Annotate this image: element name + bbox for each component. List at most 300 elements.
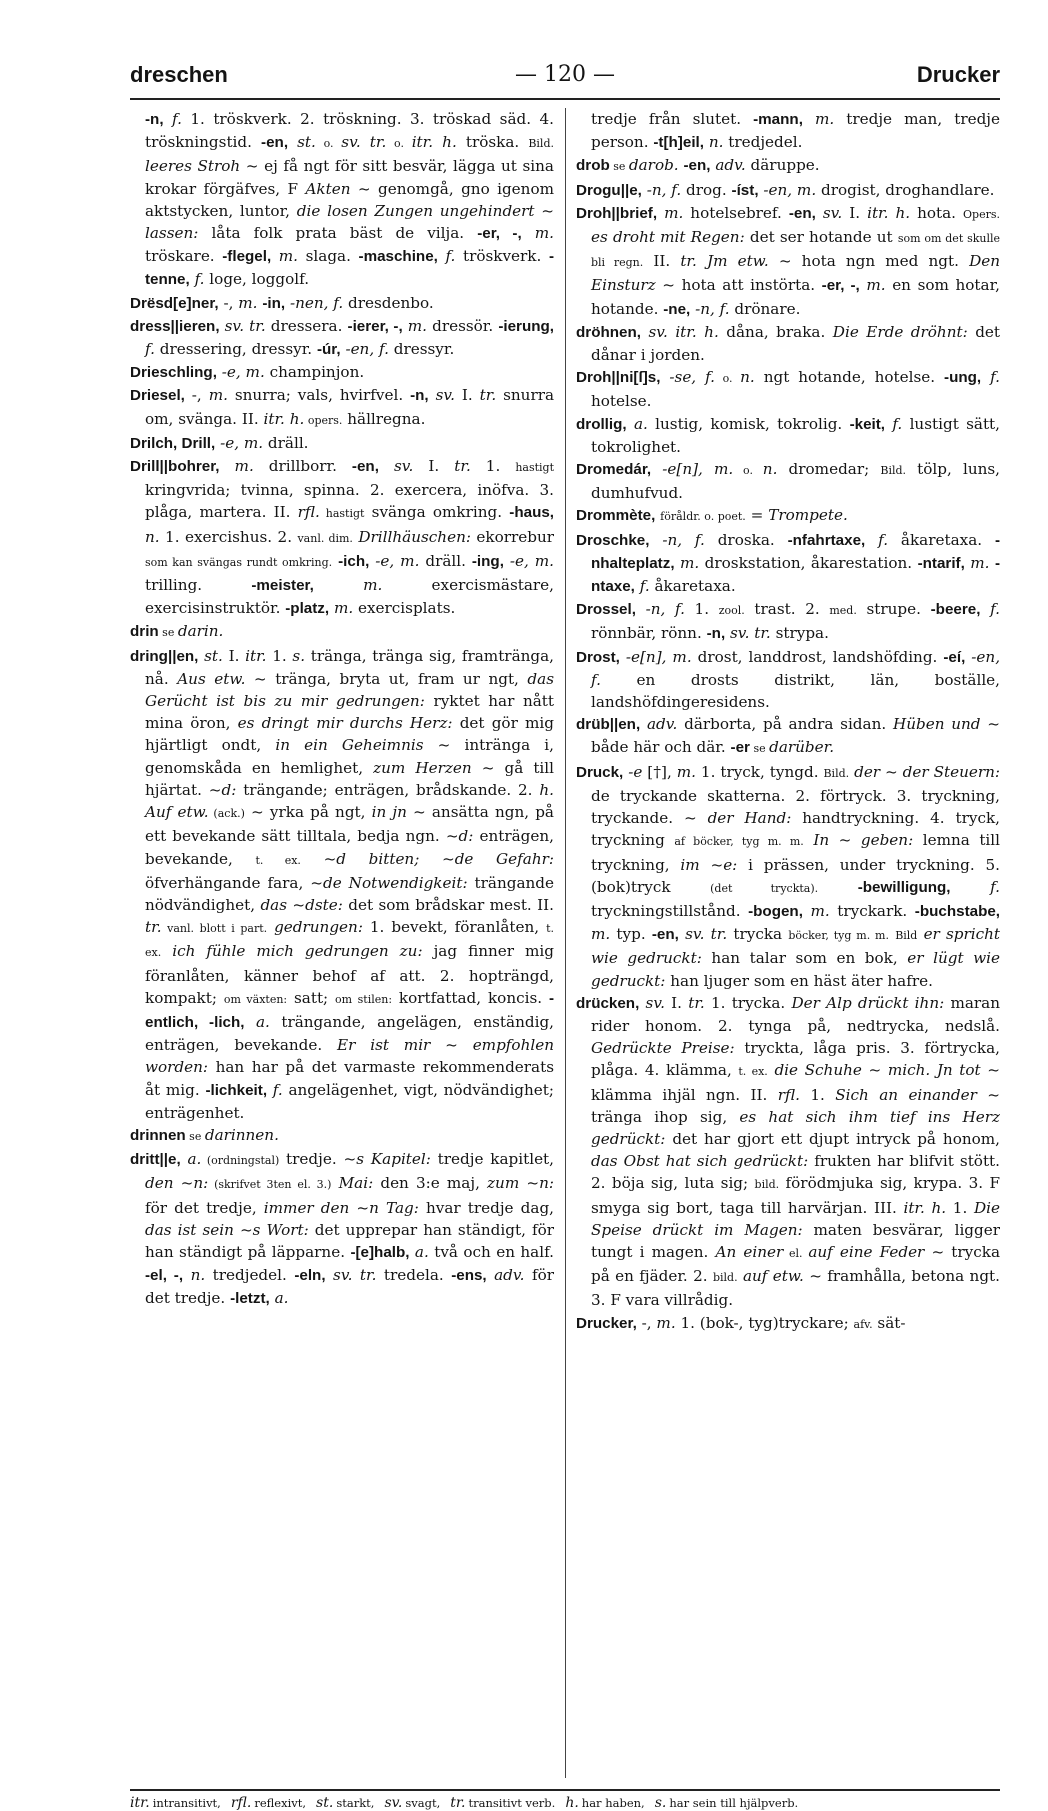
header-rule — [130, 98, 1000, 100]
small-text: om stilen: — [335, 992, 393, 1006]
text-run: drogist, droghandlare. — [816, 180, 995, 199]
text-run: slaga. — [298, 247, 359, 266]
small-text: föråldr. o. poet. — [660, 510, 746, 524]
italic-text: auf eine Feder — [808, 1242, 925, 1261]
text-run: en som hotar, hotande. — [591, 276, 1000, 318]
text-run — [522, 224, 535, 242]
italic-text: An einer — [715, 1242, 784, 1261]
italic-text: m. — [810, 901, 830, 920]
text-run — [161, 942, 172, 960]
italic-text: tr. — [145, 918, 162, 937]
italic-text: -n, f. — [645, 600, 685, 619]
footnote-item — [130, 1796, 221, 1810]
dictionary-entry — [576, 458, 1000, 504]
text-run: enträgen, bevekande, — [145, 827, 554, 868]
dictionary-entry — [576, 761, 1000, 992]
text-run: 1. tryck, tyngd. — [695, 762, 824, 781]
page-number: — 120 — — [515, 62, 615, 87]
italic-text: tr. — [454, 457, 471, 476]
text-run: trängande; enträgen, brådskande. 2. — [236, 780, 540, 799]
text-run — [183, 1266, 190, 1284]
text-run: 1. tröskverk. 2. tröskning. 3. tröskad säd. 4. tröskningstid. — [145, 110, 554, 152]
text-run: hota. — [910, 203, 964, 222]
footnote-rule — [130, 1789, 1000, 1791]
italic-text: m. — [407, 316, 427, 335]
text-run: kortfattad, koncis. — [392, 988, 549, 1007]
small-text: se — [609, 160, 629, 174]
dictionary-entry — [130, 1124, 554, 1148]
running-head-left: dreschen — [130, 62, 228, 87]
italic-text: f. — [878, 530, 889, 549]
headword: -en, — [651, 926, 679, 944]
small-text: o. — [733, 464, 763, 478]
italic-text: n. — [190, 1266, 206, 1285]
small-text: Bild — [895, 929, 918, 943]
text-run — [314, 576, 363, 594]
text-run — [244, 1013, 255, 1031]
italic-text: der ~ der Steuern: — [854, 762, 1000, 781]
text-run: dåna, braka. — [718, 322, 833, 341]
text-run: trycka — [727, 925, 789, 944]
text-run — [288, 133, 297, 151]
text-run: tryckark. — [829, 901, 915, 920]
footnote-abbreviation: sv. — [384, 1795, 403, 1811]
text-run: ~ genomgå, gno igenom aktstycken, luntor, — [145, 179, 554, 220]
italic-text: f. — [990, 600, 1000, 619]
italic-text: n. — [145, 527, 160, 546]
dictionary-entry — [576, 413, 1000, 458]
headword: Drogu||e, — [576, 181, 642, 199]
italic-text: st. — [297, 133, 316, 152]
text-run: trängande nödvändighet, — [145, 873, 554, 914]
small-text: o. — [386, 137, 412, 151]
headword: dress||ieren, — [130, 317, 220, 335]
text-run — [429, 386, 436, 404]
small-text: afv. — [853, 1317, 873, 1331]
italic-text: -e, m. — [221, 363, 265, 382]
text-run: åkaretaxa. — [888, 530, 995, 549]
italic-text: -e, m. — [220, 433, 264, 452]
italic-text: itr. h. — [411, 133, 457, 152]
footnote-abbreviation: itr. — [130, 1795, 150, 1811]
text-run — [804, 831, 814, 849]
footnote-item — [384, 1796, 440, 1810]
italic-text: f. — [194, 270, 205, 289]
headword: Drossel, — [576, 601, 636, 619]
footnote-item — [231, 1796, 306, 1810]
text-run: [†], — [642, 762, 677, 781]
small-text: opers. — [304, 413, 343, 427]
small-text: (ordningstal) — [201, 1154, 280, 1168]
running-head-right: Drucker — [916, 62, 1000, 87]
italic-text: In ~ geben: — [813, 831, 914, 850]
text-run: handtryckning. 4. tryck, tryckning — [591, 809, 1000, 850]
italic-text: die losen Zungen ungehindert ~ lassen: — [145, 201, 554, 243]
headword: -en, — [351, 458, 379, 476]
text-run: tredje. — [279, 1150, 344, 1169]
text-run: för det tredje, — [145, 1198, 264, 1217]
text-run: det som brådskar mest. II. — [342, 895, 554, 914]
italic-text: ~d bitten; ~de Gefahr: — [323, 849, 554, 868]
headword: -buchstabe, — [914, 902, 1000, 920]
text-run: exercisplats. — [353, 599, 456, 618]
italic-text: -nen, f. — [289, 293, 344, 312]
italic-text: Sich an einander ~ — [835, 1085, 1000, 1104]
entry-continuation — [130, 108, 554, 292]
text-run: tränga ihop sig, — [591, 1107, 740, 1126]
headword: -meister, — [251, 577, 314, 595]
italic-text: f. — [145, 340, 155, 359]
right-column — [576, 108, 1000, 1784]
italic-text: darüber. — [769, 738, 835, 757]
text-run: I. — [222, 646, 246, 665]
headword: Droschke, — [576, 531, 650, 549]
italic-text: m. — [363, 576, 383, 595]
italic-text: a. — [187, 1150, 202, 1169]
text-run: de tryckande skatterna. 2. förtryck. 3. tryckning, tryckande. — [591, 786, 1000, 828]
text-run: han talar som en bok, — [701, 949, 908, 968]
italic-text: zum ~n: — [487, 1174, 554, 1193]
italic-text: sv. tr. — [730, 624, 771, 643]
dictionary-entry — [576, 529, 1000, 599]
headword: -ntaxe, — [591, 554, 1000, 596]
text-run: hotelsebref. — [683, 203, 789, 222]
italic-text: f. — [172, 110, 182, 128]
headword: -mann, — [753, 111, 803, 128]
italic-text: leeres Stroh — [145, 157, 241, 176]
italic-text: s. — [292, 646, 306, 665]
dictionary-entry — [576, 321, 1000, 366]
italic-text: m. — [591, 925, 611, 944]
italic-text: -en, m. — [763, 180, 817, 199]
text-run: en drosts distrikt, län, boställe, landshöfdingeresidens. — [591, 670, 1000, 712]
text-run: ~ både här och där. — [591, 715, 1000, 757]
italic-text: itr. h. — [903, 1198, 947, 1217]
italic-text: sv. tr. — [685, 925, 728, 944]
italic-text: m. — [814, 110, 835, 128]
footnote-abbreviation: tr. — [450, 1795, 466, 1811]
text-run: däruppe. — [745, 156, 820, 175]
small-text: bild. — [754, 1178, 780, 1192]
text-run: satt; — [287, 988, 336, 1007]
small-text: el. — [783, 1246, 809, 1260]
italic-text: m. — [866, 276, 886, 295]
small-text: hastigt — [319, 507, 365, 521]
headword: Drill||bohrer, — [130, 458, 220, 476]
text-run: lustigt sätt, tokrolighet. — [591, 414, 1000, 456]
italic-text: a. — [274, 1289, 289, 1308]
italic-text: h. — [539, 780, 554, 799]
italic-text: Hüben und — [892, 715, 981, 734]
italic-text: -e[n], m. — [625, 647, 692, 666]
text-run: ~ trycka på en fjäder. 2. — [591, 1242, 1000, 1286]
text-run: 1. — [946, 1198, 974, 1217]
text-run: dromedar; — [777, 460, 881, 479]
italic-text: -e, m. — [375, 551, 420, 570]
text-run: drog. — [681, 180, 732, 199]
italic-text: m. — [534, 224, 554, 243]
italic-text: -e[n], m. — [662, 460, 734, 479]
text-run — [818, 878, 858, 896]
italic-text: ~d: — [208, 780, 237, 799]
small-text: (ack.) — [208, 807, 245, 821]
footnote-explanation: starkt, — [336, 1796, 375, 1810]
text-run — [271, 247, 279, 265]
headword: -entlich, -lich, — [145, 989, 554, 1031]
italic-text: den ~n: — [145, 1174, 209, 1193]
text-run: hvar tredje dag, — [418, 1198, 554, 1217]
small-text: med. — [829, 604, 857, 618]
text-run: snurra om, svänga. II. — [145, 386, 554, 428]
headword: -[e]halb, — [350, 1243, 410, 1261]
dictionary-entry — [576, 1312, 1000, 1336]
italic-text: es dringt mir durchs Herz: — [237, 714, 453, 733]
text-run: två och en half. — [428, 1242, 554, 1261]
text-run: åkaretaxa. — [649, 577, 736, 596]
text-run: I. — [454, 386, 480, 405]
dictionary-entry — [130, 645, 554, 1124]
headword: -bewilligung, — [857, 878, 951, 896]
italic-text: itr. — [245, 646, 267, 665]
italic-text: f. — [892, 414, 903, 433]
text-run — [651, 460, 662, 478]
headword: drob — [576, 157, 610, 175]
text-run: I. — [413, 457, 455, 476]
dictionary-entry — [130, 361, 554, 384]
text-run: svänga omkring. — [364, 503, 510, 522]
text-run: ~ ansätta ngn, på ett bevekande sätt tilltala, bedja ngn. — [145, 803, 554, 846]
italic-text: -n, f. — [646, 180, 682, 199]
italic-text: -n, f. — [662, 530, 705, 549]
text-run: strupe. — [856, 600, 931, 619]
italic-text: Er ist mir ~ empfohlen worden: — [145, 1036, 554, 1077]
italic-text: -se, f. — [669, 368, 715, 387]
small-text: bild. — [712, 1271, 738, 1285]
text-run: -, — [636, 1313, 657, 1332]
italic-text: a. — [633, 414, 648, 433]
footnote-abbreviation: st. — [316, 1795, 334, 1811]
headword: drinnen — [130, 1126, 186, 1144]
italic-text: ~d: — [445, 827, 474, 846]
headword: -er — [730, 739, 750, 757]
italic-text: ~de Notwendigkeit: — [310, 873, 468, 892]
headword: drücken, — [576, 994, 640, 1012]
headword: drüb||en, — [576, 716, 641, 734]
headword: -haus, — [509, 504, 554, 522]
text-run: förödmjuka sig, krypa. 3. F smyga sig bort, taga till harvärjan. III. — [591, 1174, 1000, 1217]
italic-text: in ein Geheimnis — [275, 736, 424, 755]
text-run — [636, 600, 646, 618]
footnote-abbreviation: rfl. — [230, 1795, 252, 1811]
text-run: 1. exercishus. 2. — [159, 527, 298, 546]
text-run: ~ ej få ngt för sitt besvär, lägga ut sina krokar förgäfves, F — [145, 157, 554, 198]
italic-text: f. — [639, 577, 650, 596]
text-run: = — [745, 506, 769, 525]
text-run — [951, 878, 991, 896]
dictionary-entry — [576, 366, 1000, 412]
headword: -t[h]eil, — [653, 134, 704, 152]
headword: -platz, — [285, 600, 330, 618]
dictionary-entry — [130, 292, 554, 315]
italic-text: in jn — [371, 803, 407, 822]
text-run: tröska. — [456, 133, 529, 152]
text-run: tredjedel. — [205, 1266, 295, 1285]
italic-text: n. — [762, 460, 778, 479]
small-text: vanl. dim. — [297, 531, 353, 545]
headword: -en, — [261, 134, 289, 152]
italic-text: er spricht wie gedruckt: — [591, 925, 1000, 968]
text-run: dressering, dressyr. — [154, 340, 317, 359]
small-text: (skrifvet 3ten el. 3.) — [208, 1178, 332, 1192]
text-run: frukten har blifvit stött. 2. böja sig, luta sig; — [591, 1152, 1000, 1193]
italic-text: Aus etw. — [177, 669, 246, 688]
headword: -maschine, — [358, 248, 438, 266]
italic-text: die Schuhe ~ mich. Jn tot ~ — [774, 1061, 1000, 1080]
italic-text: f. — [990, 877, 1000, 896]
italic-text: m. — [970, 553, 990, 572]
footnote-abbreviation: s. — [654, 1795, 667, 1811]
dictionary-entry — [576, 713, 1000, 760]
left-column — [130, 108, 554, 1784]
small-text: vanl. blott i part. — [161, 922, 268, 936]
italic-text: ~ der Hand: — [683, 809, 792, 828]
text-run: drönare. — [729, 299, 801, 318]
italic-text: sv. tr. — [224, 316, 266, 335]
italic-text: zum Herzen — [373, 758, 472, 777]
italic-text: Die Speise drückt im Magen: — [591, 1198, 1000, 1239]
dictionary-entry — [576, 598, 1000, 645]
text-run: lemna till tryckning, — [591, 831, 1000, 874]
text-run: klämma ihjäl ngn. II. — [591, 1085, 778, 1104]
italic-text: immer den ~n Tag: — [263, 1198, 419, 1217]
text-run — [181, 1150, 188, 1168]
italic-text: m. — [333, 599, 354, 618]
page-header — [130, 62, 1000, 96]
italic-text: sv. — [435, 386, 455, 405]
headword: -n, — [706, 625, 726, 643]
text-run: det gör mig hjärtligt ondt, — [145, 714, 554, 755]
italic-text: sv. — [822, 203, 843, 222]
text-run: tredje man, tredje person. — [591, 110, 1000, 152]
headword: Dromedár, — [576, 461, 652, 479]
text-run: dräll. — [419, 551, 472, 570]
footnote-explanation: har haben, — [581, 1796, 645, 1810]
text-run: ~ hota att instörta. — [655, 276, 822, 295]
italic-text: rfl. — [297, 503, 320, 522]
text-run — [379, 457, 394, 475]
text-run — [980, 600, 990, 618]
text-run: ngt hotande, hotelse. — [754, 368, 945, 387]
text-run: han har på det varmaste rekommenderats åt mig. — [145, 1058, 554, 1099]
text-run: 1. trycka. — [704, 993, 792, 1012]
italic-text: a. — [255, 1012, 270, 1031]
headword: -el, -, — [145, 1267, 184, 1285]
text-run: drillborr. — [253, 457, 352, 476]
italic-text: er lügt wie gedruckt: — [591, 949, 1000, 990]
dictionary-entry — [130, 455, 554, 620]
headword: -er, -, — [477, 225, 522, 243]
small-text: se — [185, 1129, 205, 1143]
text-run: öfverhängande fara, — [145, 873, 311, 892]
text-run — [331, 1174, 338, 1192]
dictionary-entry — [130, 432, 554, 455]
headword: Driesel, — [130, 387, 185, 405]
small-text: t. ex. — [145, 922, 554, 960]
text-run: hotelse. — [591, 392, 652, 411]
text-run: angelägenhet, vigt, nödvändighet; enträgenhet. — [145, 1080, 554, 1122]
text-run: trast. 2. — [744, 600, 830, 619]
text-run — [816, 204, 823, 222]
text-run: ~ hota ngn med ngt. — [768, 252, 970, 271]
small-text: som kan svängas rundt omkring. — [145, 555, 333, 569]
text-run: I. — [842, 203, 868, 222]
italic-text: Den Einsturz — [591, 252, 1000, 295]
footnote-item — [655, 1796, 799, 1810]
italic-text: ~s Kapitel: — [343, 1150, 431, 1169]
italic-text: tr. — [680, 252, 697, 271]
footnote-explanation: reflexivt, — [254, 1796, 307, 1810]
dictionary-entry — [576, 646, 1000, 714]
italic-text: f. — [272, 1080, 283, 1099]
small-text: o. — [315, 137, 342, 151]
headword: Drilch, Drill, — [130, 434, 216, 452]
italic-text: Der Alp drückt ihn: — [791, 993, 945, 1012]
headword: -úr, — [316, 341, 341, 359]
headword: -en, — [683, 157, 711, 175]
headword: Droh||ni[ſ]s, — [576, 369, 661, 387]
text-run: -, — [218, 293, 239, 312]
italic-text: auf etw. — [742, 1267, 804, 1286]
text-run: maten besvärar, ligger tungt i magen. — [591, 1220, 1000, 1261]
footnote-explanation: transitivt verb. — [468, 1796, 556, 1810]
italic-text: -en, f. — [591, 647, 1000, 689]
text-run: droska. — [704, 530, 788, 549]
text-run — [657, 204, 664, 222]
italic-text: es droht mit Regen: — [591, 228, 745, 247]
text-run: ryktet har nått mina öron, — [145, 692, 554, 733]
italic-text: m. — [664, 203, 684, 222]
small-text: zool. — [718, 604, 745, 618]
headword: drollig, — [576, 415, 627, 433]
headword: -ung, — [944, 369, 982, 387]
text-run: II. — [643, 252, 681, 271]
italic-text: sv. — [393, 457, 414, 476]
text-run: dressör. — [427, 316, 499, 335]
italic-text: m. — [676, 762, 696, 781]
text-run: tredje från slutet. — [591, 110, 754, 128]
headword: -n, — [145, 111, 164, 128]
italic-text: -e — [628, 762, 643, 781]
italic-text: es hat sich ihm tief ins Herz gedrückt: — [591, 1107, 1000, 1148]
text-run: tölp, luns, dumhufvud. — [591, 460, 1000, 503]
headword: -ich, — [338, 552, 370, 570]
small-text: Bild. — [823, 766, 850, 780]
text-run — [803, 110, 815, 128]
italic-text: Die Erde dröhnt: — [832, 322, 968, 341]
italic-text: Auf etw. — [145, 803, 209, 822]
italic-text: darinnen. — [204, 1125, 279, 1144]
text-run: ~ tränga, bryta ut, fram ur ngt, — [245, 669, 528, 688]
italic-text: Jm etw. — [706, 252, 769, 271]
text-run: strypa. — [770, 624, 829, 643]
small-text: se — [749, 742, 770, 756]
headword: Druck, — [576, 763, 624, 781]
text-run — [301, 850, 324, 868]
text-run: jag finner mig föranlåten, känner behof af att. 2. hopträngd, kompakt; — [145, 942, 554, 1007]
small-text: om växten: — [223, 992, 288, 1006]
headword: Drësd[e]ner, — [130, 294, 219, 312]
italic-text: Trompete. — [768, 506, 848, 525]
